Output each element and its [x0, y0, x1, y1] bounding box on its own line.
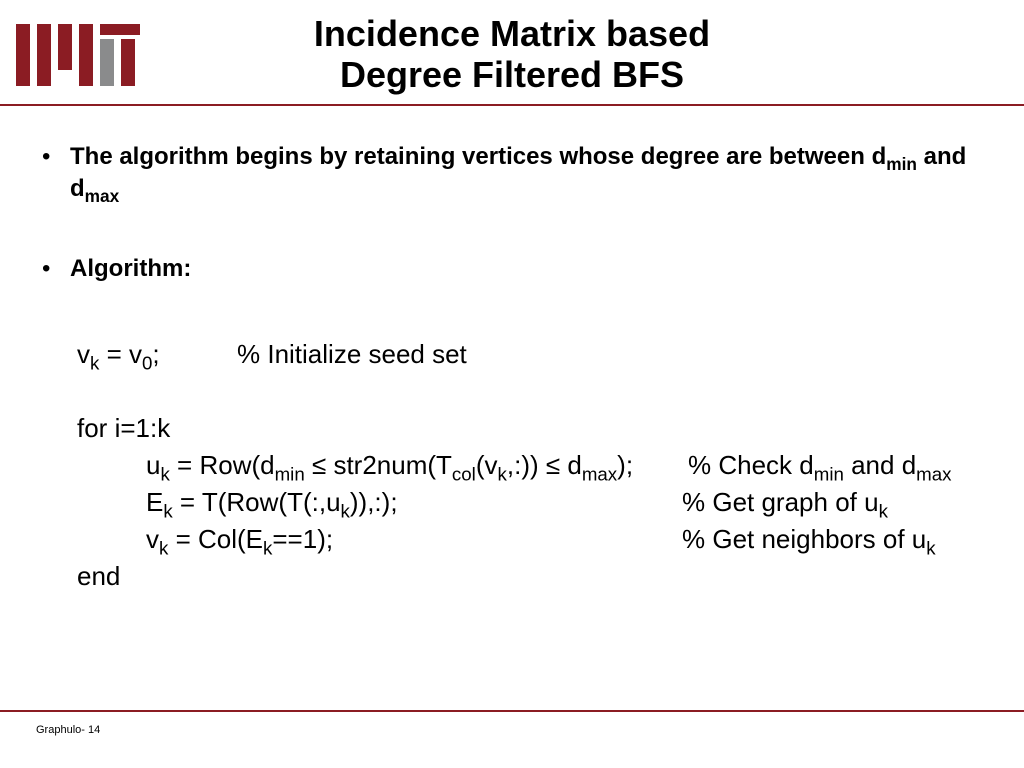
code-line-uk: $u_k = Row(d_{min}$ ≤ $str2num(T_{col}(v_k,:)) \le d_{max}$);: [146, 450, 634, 485]
bullet-item: [42, 253, 972, 285]
header-divider: [0, 104, 1024, 106]
bullet-item: [42, 141, 972, 205]
code-line-vk: $v_k = Col(E_k==1)$;: [146, 524, 334, 559]
code-comment-vk: % Get neighbors of $u_k$: [682, 524, 936, 559]
page-title-line-1: Incidence Matrix based: [313, 13, 711, 54]
footer-divider: [0, 710, 1024, 712]
code-comment-ek: % Get graph of $u_k$: [682, 487, 888, 522]
bullet-marker: •: [42, 255, 51, 282]
bullet-marker: •: [42, 143, 51, 170]
code-line-end: end: [77, 561, 121, 591]
slide-footer: Graphulo- 14: [36, 724, 101, 736]
code-line-ek: $E_k$ = $T(Row(T(:,u_k)),:)$;: [146, 487, 398, 522]
code-line-init: $v_k = v_0$;: [77, 339, 160, 374]
bullet-text: The algorithm begins by retaining vertices whose degree are between $d_{min}$ and $d_{max}$: [70, 143, 967, 207]
bullet-text: Algorithm:: [70, 255, 192, 282]
code-line-for: for i=1:k: [77, 413, 171, 443]
code-comment-uk: % Check $d_{min}$ and $d_{max}$: [688, 450, 952, 485]
page-title-line-2: Degree Filtered BFS: [339, 54, 685, 95]
code-comment-init: % Initialize seed set: [237, 339, 467, 369]
